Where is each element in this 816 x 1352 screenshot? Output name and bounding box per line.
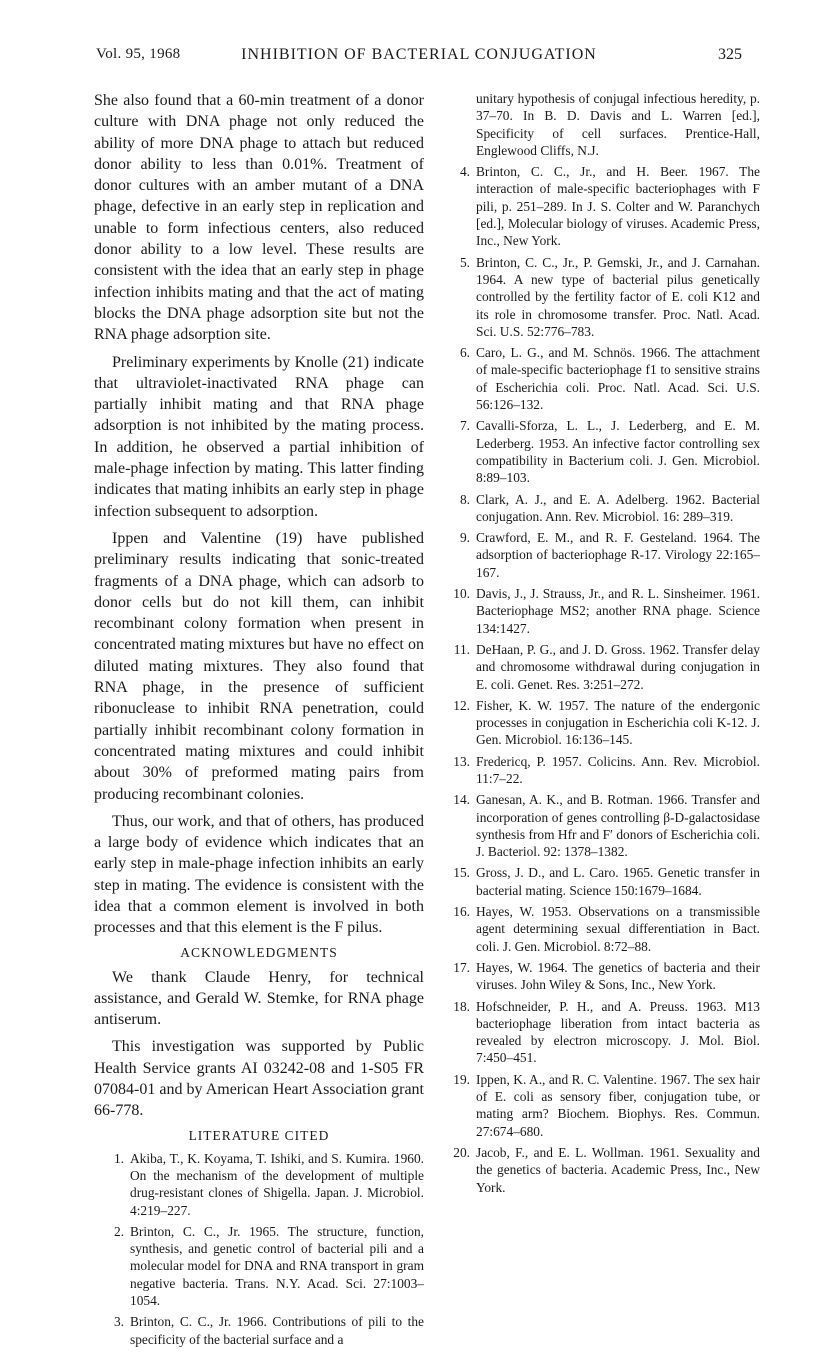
reference-item	[440, 903, 760, 955]
acknowledgment-paragraph: We thank Claude Henry, for technical assistance, and Gerald W. Stemke, for RNA phage antiserum.	[94, 968, 424, 1029]
reference-text: Davis, J., J. Strauss, Jr., and R. L. Sinsheimer. 1961. Bacteriophage MS2; another RNA phage. Science 134:1427.	[476, 586, 760, 636]
reference-text: Fredericq, P. 1957. Colicins. Ann. Rev. Microbiol. 11:7–22.	[476, 753, 760, 786]
reference-text: Akiba, T., K. Koyama, T. Ishiki, and S. Kumira. 1960. On the mechanism of the development of multiple drug-resistant clones of Shigella. Japan. J. Microbiol. 4:219–227.	[130, 1150, 424, 1218]
reference-number: 19.	[453, 1071, 470, 1087]
reference-item	[440, 529, 760, 581]
reference-item	[440, 791, 760, 860]
reference-text: Brinton, C. C., Jr. 1965. The structure, function, synthesis, and genetic control of bacterial pili and a molecular model for DNA and RNA transport in gram negative bacteria. Trans. N.Y. Acad. Sci. 27:1003–1054.	[130, 1223, 424, 1309]
reference-item	[440, 417, 760, 486]
reference-number: 7.	[459, 418, 470, 434]
body-paragraph: Preliminary experiments by Knolle (21) indicate that ultraviolet-inactivated RNA phage can partially inhibit mating and that RNA phage adsorption is not inhibited by the mating process. In addition, he observed a partial inhibition of male-phage infection by mating. This latter finding indicates that mating inhibits an early step in phage infection subsequent to adsorption.	[94, 353, 424, 520]
body-paragraph: Thus, our work, and that of others, has produced a large body of evidence which indicates that an early step in male-phage infection inhibits an early step in mating. The evidence is consistent with the idea that a common element is involved in both processes and that this element is the F pilus.	[94, 812, 424, 937]
reference-number: 9.	[459, 530, 470, 546]
reference-item	[94, 1313, 424, 1348]
volume-label: Vol. 95, 1968	[96, 46, 181, 62]
reference-number: 17.	[453, 959, 470, 975]
reference-item	[440, 254, 760, 340]
reference-list-right	[440, 90, 760, 1196]
reference-item	[440, 998, 760, 1067]
reference-item	[440, 753, 760, 788]
reference-number: 8.	[459, 491, 470, 507]
reference-item	[440, 491, 760, 526]
reference-number: 6.	[459, 345, 470, 361]
reference-number: 18.	[453, 998, 470, 1014]
reference-text: Hofschneider, P. H., and A. Preuss. 1963. M13 bacteriophage liberation from intact bacteria as revealed by electron microscopy. J. Mol. Biol. 7:450–451.	[476, 998, 760, 1066]
reference-item	[440, 585, 760, 637]
reference-number: 13.	[453, 753, 470, 769]
reference-item	[440, 344, 760, 413]
reference-text: Brinton, C. C., Jr., and H. Beer. 1967. The interaction of male-specific bacteriophages with F pili, p. 251–289. In J. S. Colter and W. Paranchych [ed.], Molecular biology of viruses. Academic Press, Inc., New York.	[476, 164, 760, 249]
reference-number: 11.	[453, 641, 470, 657]
reference-text: DeHaan, P. G., and J. D. Gross. 1962. Transfer delay and chromosome withdrawal during conjugation in E. coli. Genet. Res. 3:251–272.	[476, 641, 760, 692]
reference-number: 4.	[459, 164, 470, 180]
reference-number: 16.	[453, 904, 470, 920]
acknowledgment-paragraph: This investigation was supported by Public Health Service grants AI 03242-08 and 1-S05 FR 07084-01 and by American Heart Association grant 66-778.	[94, 1038, 424, 1120]
reference-item	[440, 697, 760, 749]
reference-number: 12.	[453, 697, 470, 713]
reference-item	[94, 1150, 424, 1219]
right-column	[440, 90, 760, 1200]
reference-text: Ippen, K. A., and R. C. Valentine. 1967. The sex hair of E. coli as sensory fiber, conjugation tube, or mating arm? Biochem. Biophys. Res. Commun. 27:674–680.	[476, 1071, 760, 1139]
reference-list-left	[94, 1150, 424, 1348]
reference-item	[440, 864, 760, 899]
reference-number: 20.	[453, 1144, 470, 1160]
literature-heading: LITERATURE CITED	[188, 1127, 330, 1143]
reference-text: Caro, L. G., and M. Schnös. 1966. The attachment of male-specific bacteriophage f1 to sensitive strains of Escherichia coli. Proc. Natl. Acad. Sci. U.S. 56:126–132.	[476, 345, 760, 413]
reference-text: Brinton, C. C., Jr., P. Gemski, Jr., and J. Carnahan. 1964. A new type of bacterial pilus genetically controlled by the fertility factor of E. coli K12 and its role in chromosome transfer. Proc. Natl. Acad. Sci. U.S. 52:776–783.	[476, 254, 760, 339]
reference-item	[440, 959, 760, 994]
reference-number: 3.	[113, 1314, 124, 1330]
reference-item	[440, 1071, 760, 1140]
reference-item	[440, 1144, 760, 1196]
reference-text: Fisher, K. W. 1957. The nature of the endergonic processes in conjugation in Escherichia coli K-12. J. Gen. Microbiol. 16:136–145.	[476, 697, 760, 748]
acknowledgments-heading: ACKNOWLEDGMENTS	[180, 944, 338, 960]
reference-number: 5.	[459, 254, 470, 270]
reference-text: Clark, A. J., and E. A. Adelberg. 1962. Bacterial conjugation. Ann. Rev. Microbiol. 16: 289–319.	[476, 491, 760, 524]
reference-number: 14.	[453, 792, 470, 808]
reference-item	[440, 163, 760, 249]
reference-text: Brinton, C. C., Jr. 1966. Contributions of pili to the specificity of the bacterial surface and a	[130, 1314, 424, 1347]
reference-item	[94, 1223, 424, 1309]
reference-number: 2.	[113, 1223, 124, 1239]
reference-text: Hayes, W. 1964. The genetics of bacteria and their viruses. John Wiley & Sons, Inc., New York.	[476, 959, 760, 993]
body-paragraph: She also found that a 60-min treatment of a donor culture with DNA phage not only reduced the ability of more DNA phage to attach but reduced donor ability to less than 0.01%. Treatment of donor cultures with an amber mutant of a DNA phage, defective in an early step in replication and unable to form infectious centers, also reduced donor ability to a low level. These results are consistent with the idea that an early step in phage infection inhibits mating and that the act of mating blocks the DNA phage adsorption site but not the RNA phage adsorption site.	[94, 92, 424, 344]
body-paragraph: Ippen and Valentine (19) have published preliminary results indicating that sonic-treated fragments of a DNA phage, which can adsorb to donor cells but do not kill them, can inhibit recombinant colony formation when present in concentrated mating mixtures but have no effect on diluted mating mixtures. They also found that RNA phage, in the presence of sufficient ribonuclease to inhibit RNA penetration, could partially inhibit recombinant colony formation in concentrated mating mixtures and could inhibit about 30% of preformed mating pairs from producing recombinant colonies.	[94, 529, 424, 803]
reference-item	[440, 641, 760, 693]
reference-text: unitary hypothesis of conjugal infectious heredity, p. 37–70. In B. D. Davis and L. Warren [ed.], Specificity of cell surfaces. Prentice-Hall, Englewood Cliffs, N.J.	[476, 91, 760, 158]
reference-text: Cavalli-Sforza, L. L., J. Lederberg, and E. M. Lederberg. 1953. An infective factor controlling sex compatibility in Bacterium coli. J. Gen. Microbiol. 8:89–103.	[476, 418, 760, 486]
reference-number: 10.	[453, 586, 470, 602]
reference-number: 15.	[453, 865, 470, 881]
left-column	[94, 90, 424, 1352]
page-number: 325	[718, 46, 742, 63]
reference-text: Crawford, E. M., and R. F. Gesteland. 1964. The adsorption of bacteriophage R-17. Virology 22:165–167.	[476, 530, 760, 580]
reference-text: Gross, J. D., and L. Caro. 1965. Genetic transfer in bacterial mating. Science 150:1679–1684.	[476, 865, 760, 898]
reference-number: 1.	[113, 1150, 124, 1166]
reference-text: Ganesan, A. K., and B. Rotman. 1966. Transfer and incorporation of genes controlling β-D-galactosidase synthesis from Hfr and F′ donors of Escherichia coli. J. Bacteriol. 92: 1378–1382.	[476, 792, 760, 860]
running-title: INHIBITION OF BACTERIAL CONJUGATION	[241, 46, 597, 63]
reference-text: Jacob, F., and E. L. Wollman. 1961. Sexuality and the genetics of bacteria. Academic Press, Inc., New York.	[476, 1144, 760, 1195]
reference-text: Hayes, W. 1953. Observations on a transmissible agent determining sexual differentiation in Bact. coli. J. Gen. Microbiol. 8:72–88.	[476, 904, 760, 954]
reference-item	[440, 90, 760, 159]
running-header	[96, 46, 742, 72]
